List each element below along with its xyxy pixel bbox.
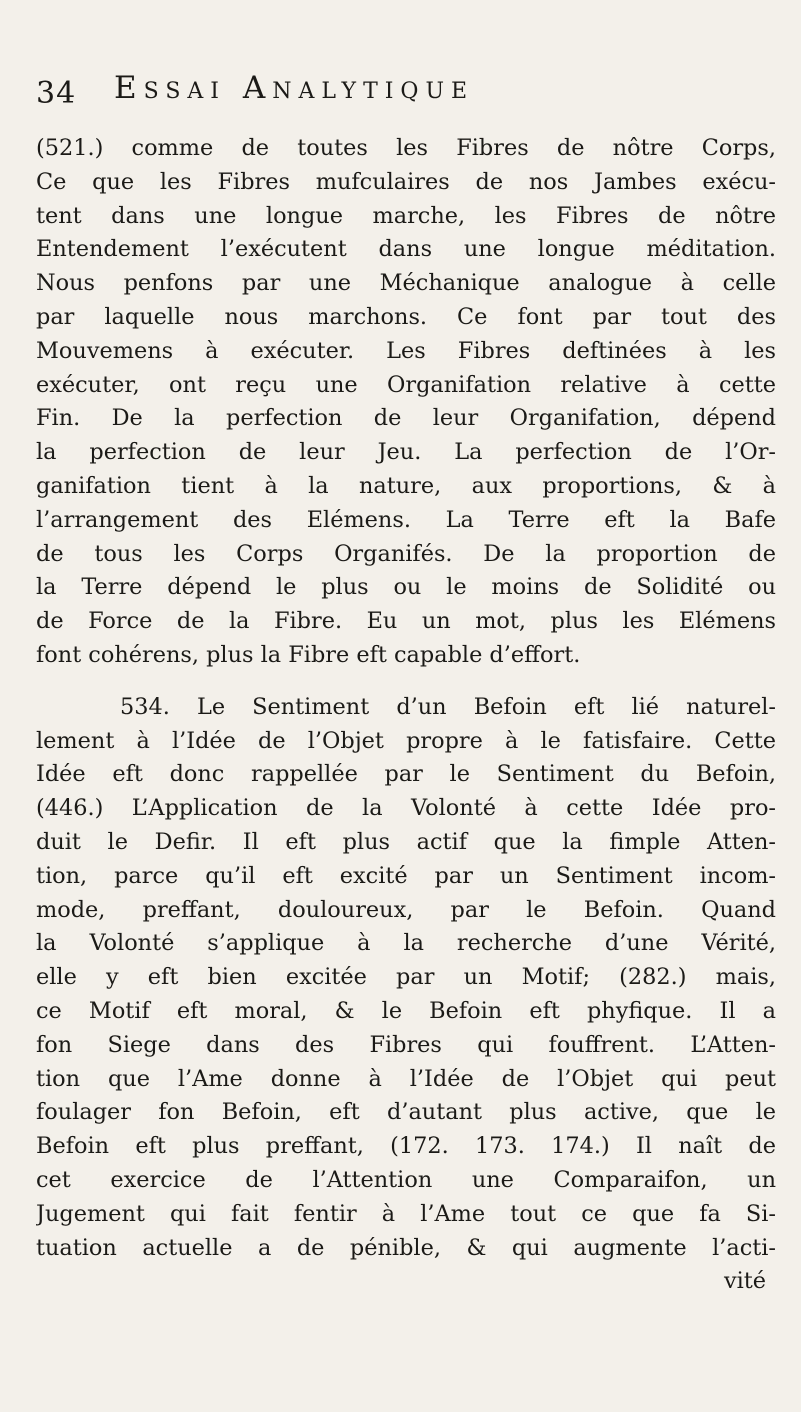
text-line: ganifation tient à la nature, aux proportions, & à [36,472,776,499]
text-line: (521.) comme de toutes les Fibres de nôtre Corps, [36,135,776,161]
text-line: elle y eft bien excitée par un Motif; (282.) mais, [36,964,776,991]
text-line: de tous les Corps Organifés. De la proportion de [36,540,776,567]
text-line: foulager fon Befoin, eft d’autant plus active, que le [36,1099,776,1126]
text-line: tent dans une longue marche, les Fibres de nôtre [36,202,776,229]
paragraph-gap [36,673,776,691]
text-line: Jugement qui fait fentir à l’Ame tout ce que fa Si- [36,1200,776,1227]
text-line: fon Siege dans des Fibres qui fouffrent. L’Atten- [36,1031,776,1058]
text-line: tuation actuelle a de pénible, & qui augmente l’acti- [36,1234,776,1261]
text-line: Befoin eft plus preffant, (172. 173. 174.) Il naît de [36,1133,776,1160]
paragraph-521-continuation [36,132,776,673]
text-line: (446.) L’Application de la Volonté à cette Idée pro- [36,795,776,822]
text-line: la perfection de leur Jeu. La perfection de l’Or- [36,439,776,466]
text-line: Fin. De la perfection de leur Organifation, dépend [36,405,776,432]
text-line: duit le Defir. Il eft plus actif que la fimple Atten- [36,828,776,855]
text-line: tion, parce qu’il eft excité par un Sentiment incom- [36,862,776,889]
text-line: Idée eft donc rappellée par le Sentiment du Befoin, [36,761,776,788]
text-line: de Force de la Fibre. Eu un mot, plus les Elémens [36,608,776,635]
text-line: exécuter, ont reçu une Organifation relative à cette [36,371,776,398]
text-line: Entendement l’exécutent dans une longue méditation. [36,236,776,263]
text-line: lement à l’Idée de l’Objet propre à le fatisfaire. Cette [36,727,776,754]
running-title: Essai Analytique [114,70,475,106]
text-line: 534. Le Sentiment d’un Befoin eft lié naturel- [120,693,776,720]
text-line: Mouvemens à exécuter. Les Fibres deftinées à les [36,337,776,364]
text-line: tion que l’Ame donne à l’Idée de l’Objet qui peut [36,1065,776,1092]
page-number: 34 [36,76,77,111]
catchword: vité [723,1268,766,1295]
text-line: cet exercice de l’Attention une Comparaifon, un [36,1166,776,1193]
body-text [36,132,776,1299]
page-header [36,62,776,112]
paragraph-534 [36,691,776,1299]
text-line: la Volonté s’applique à la recherche d’une Vérité, [36,930,776,957]
text-line: Ce que les Fibres mufculaires de nos Jambes exécu- [36,168,776,195]
text-line: l’arrangement des Elémens. La Terre eft la Bafe [36,506,776,533]
text-line: font cohérens, plus la Fibre eft capable d’effort. [36,641,581,668]
text-line: Nous penfons par une Méchanique analogue à celle [36,270,776,297]
text-line: par laquelle nous marchons. Ce font par tout des [36,303,776,330]
text-line: la Terre dépend le plus ou le moins de Solidité ou [36,574,776,601]
text-line: mode, preffant, douloureux, par le Befoin. Quand [36,896,776,923]
text-line: ce Motif eft moral, & le Befoin eft phyfique. Il a [36,997,776,1024]
